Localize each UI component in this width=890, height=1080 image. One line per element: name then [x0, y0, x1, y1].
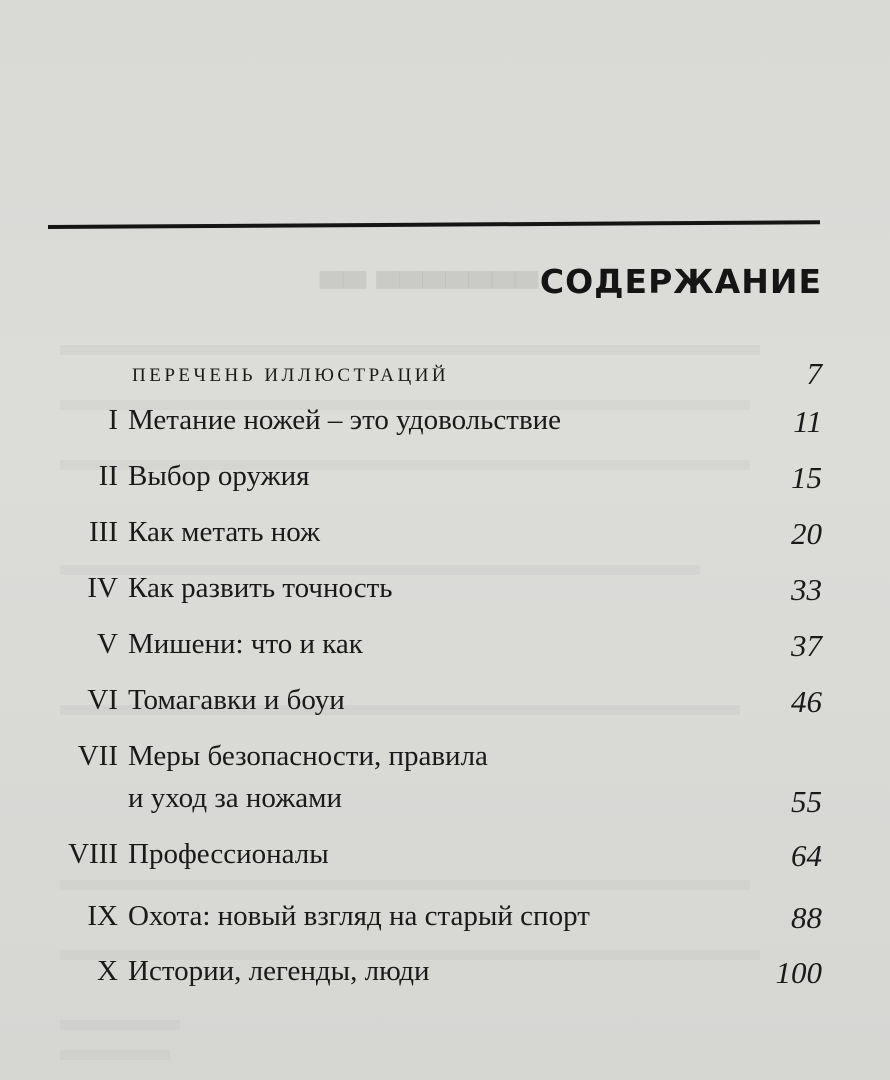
toc-entry-page: 88: [791, 900, 822, 935]
chapter-numeral: I: [108, 404, 118, 436]
toc-entry-page: 37: [791, 628, 822, 663]
chapter-numeral: VI: [87, 684, 118, 716]
toc-entry-illustrations: [0, 358, 890, 402]
toc-entry-title: Мишени: что и как: [128, 628, 363, 660]
toc-entry: [0, 900, 890, 944]
toc-entry: [0, 516, 890, 560]
bleed-through-decoration: [60, 345, 760, 355]
toc-entry-title: ПЕРЕЧЕНЬ ИЛЛЮСТРАЦИЙ: [132, 365, 450, 386]
toc-entry: [0, 684, 890, 728]
bleed-through-decoration: [60, 1020, 180, 1030]
page-title: СОДЕРЖАНИЕ: [539, 262, 822, 301]
bleed-through-decoration: ▀▀▀▀▀▀▀ ▀▀: [320, 272, 539, 307]
chapter-numeral: IV: [87, 572, 118, 604]
chapter-numeral: VIII: [68, 838, 118, 870]
toc-entry-title: Метание ножей – это удовольствие: [128, 404, 562, 436]
chapter-numeral: VII: [77, 740, 118, 772]
toc-entry-page: 46: [791, 684, 822, 719]
chapter-numeral: V: [97, 628, 118, 660]
toc-entry-title: Как метать нож: [128, 516, 321, 548]
toc-entry-title: Профессионалы: [128, 838, 329, 870]
toc-entry-title: Меры безопасности, правила: [128, 740, 488, 772]
toc-entry-page: 11: [793, 404, 822, 439]
toc-entry-page: 20: [791, 516, 822, 551]
chapter-numeral: II: [98, 460, 118, 492]
toc-entry-title: Томагавки и боуи: [128, 684, 345, 716]
top-rule: [48, 220, 820, 229]
toc-entry-title: Как развить точность: [128, 572, 393, 604]
toc-entry-title: Выбор оружия: [128, 460, 310, 492]
toc-entry-page: 64: [791, 838, 822, 873]
toc-entry: [0, 572, 890, 616]
toc-entry-title-continuation: и уход за ножами: [128, 782, 342, 814]
toc-entry: [0, 628, 890, 672]
toc-entry: [0, 740, 890, 830]
chapter-numeral: X: [97, 955, 118, 987]
toc-entry-page: 7: [806, 356, 822, 391]
toc-entry: [0, 955, 890, 999]
toc-entry: [0, 460, 890, 504]
chapter-numeral: IX: [87, 900, 118, 932]
toc-entry-page: 15: [791, 460, 822, 495]
chapter-numeral: III: [89, 516, 118, 548]
toc-entry-page: 55: [791, 784, 822, 819]
toc-entry-page: 33: [791, 572, 822, 607]
bleed-through-decoration: [60, 1050, 170, 1060]
toc-entry-page: 100: [775, 955, 822, 990]
toc-entry: [0, 838, 890, 882]
toc-entry-title: Охота: новый взгляд на старый спорт: [128, 900, 590, 932]
toc-entry: [0, 404, 890, 448]
toc-entry-title: Истории, легенды, люди: [128, 955, 430, 987]
